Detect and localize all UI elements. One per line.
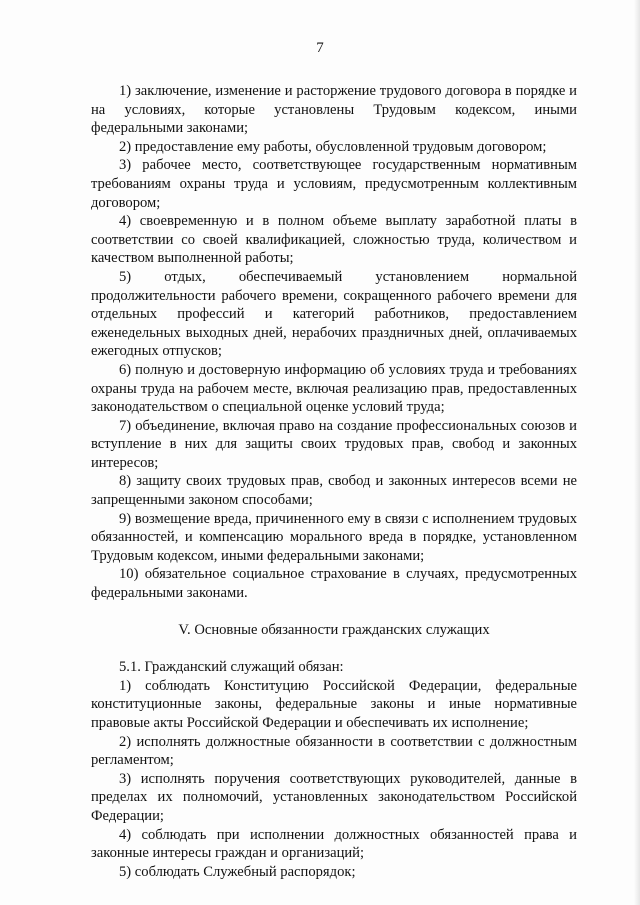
- clause-intro: 5.1. Гражданский служащий обязан:: [119, 659, 344, 676]
- list-item: 1) соблюдать Конституцию Российской Федерации, федеральные конституционные законы, федеральные законы и иные нормативные правовые акты Российской Федерации и обеспечивать их исполнение;: [91, 677, 577, 731]
- list-item: 1) заключение, изменение и расторжение трудового договора в порядке и на условиях, которые установлены Трудовым кодексом, иными федеральными законами;: [91, 83, 577, 137]
- list-item: 9) возмещение вреда, причиненного ему в связи с исполнением трудовых обязанностей, и компенсацию морального вреда в порядке, установленном Трудовым кодексом, иными федеральными законами;: [91, 510, 577, 564]
- list-item: 3) исполнять поручения соответствующих руководителей, данные в пределах их полномочий, установленных законодательством Российской Федерации;: [91, 770, 577, 824]
- list-item: 5) отдых, обеспечиваемый установлением нормальной продолжительности рабочего времени, сокращенного рабочего времени для отдельных профессий и категорий работников, предоставлением еженедельных выходных дней, нерабочих праздничных дней, оплачиваемых ежегодных отпусков;: [91, 268, 577, 360]
- list-item: 6) полную и достоверную информацию об условиях труда и требованиях охраны труда на рабочем месте, включая реализацию прав, предоставленных законодательством о специальной оценке условий труда;: [91, 361, 577, 416]
- list-item: 10) обязательное социальное страхование в случаях, предусмотренных федеральными законами.: [91, 566, 577, 602]
- page-number: 7: [316, 40, 324, 56]
- scan-edge-shadow: [634, 0, 640, 905]
- list-item: 8) защиту своих трудовых прав, свобод и законных интересов всеми не запрещенными законом способами;: [91, 473, 577, 509]
- list-item: 4) соблюдать при исполнении должностных обязанностей права и законные интересы граждан и организаций;: [91, 826, 577, 862]
- list-item: 4) своевременную и в полном объеме выплату заработной платы в соответствии со своей квалификацией, сложностью труда, количеством и качеством выполненной работы;: [91, 213, 577, 267]
- list-item: 2) исполнять должностные обязанности в соответствии с должностным регламентом;: [91, 733, 577, 769]
- list-item: 7) объединение, включая право на создание профессиональных союзов и вступление в них для защиты своих трудовых прав, свобод и законных интересов;: [91, 417, 577, 471]
- list-item: 5) соблюдать Служебный распорядок;: [119, 863, 356, 880]
- document-body: [91, 82, 577, 881]
- list-item: 3) рабочее место, соответствующее государственным нормативным требованиям охраны труда и условиям, предусмотренным коллективным договором;: [91, 157, 577, 211]
- section-heading: V. Основные обязанности гражданских служащих: [178, 621, 490, 638]
- list-item: 2) предоставление ему работы, обусловленной трудовым договором;: [119, 138, 547, 155]
